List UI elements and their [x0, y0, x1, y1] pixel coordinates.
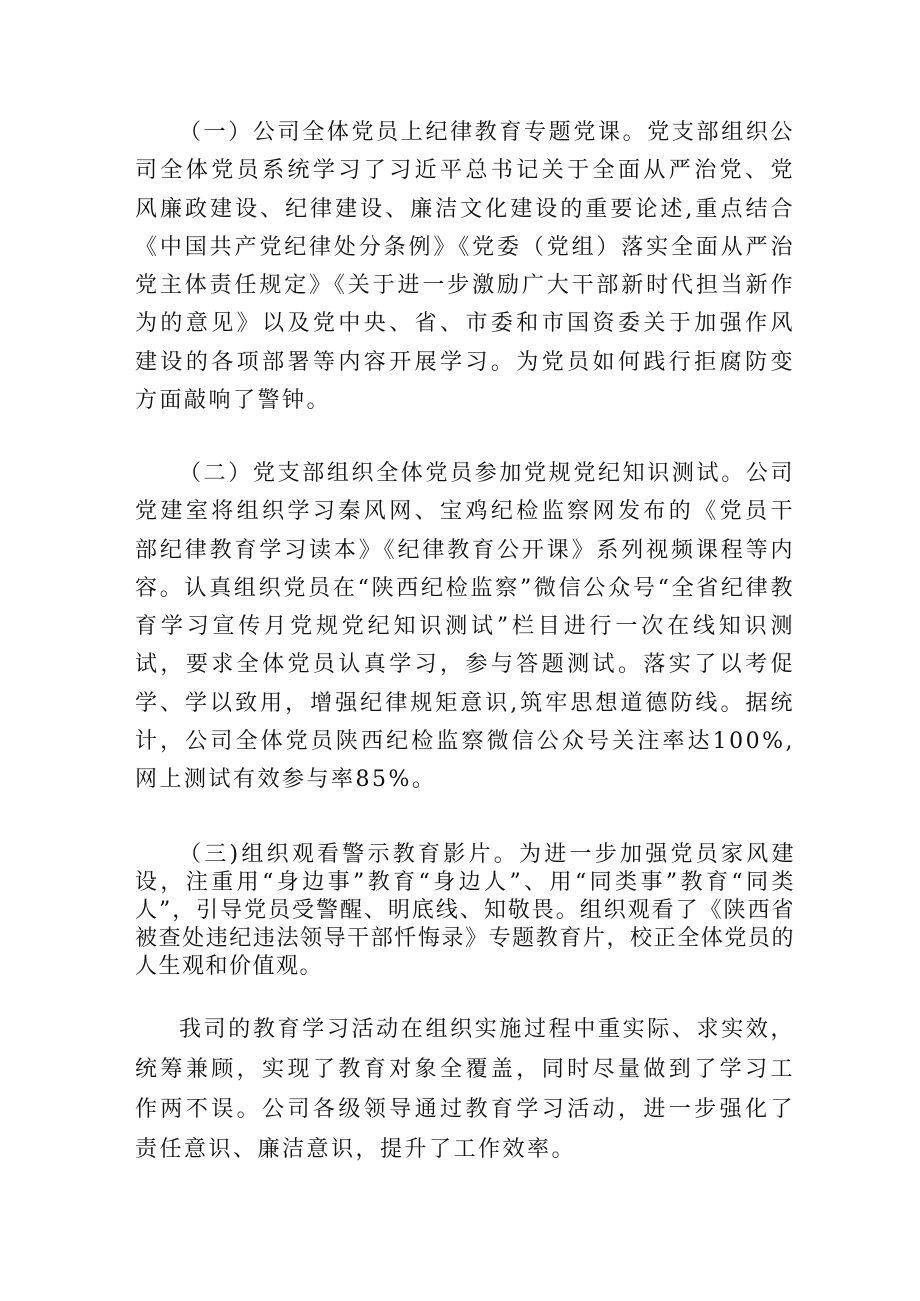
paragraph-summary: 我司的教育学习活动在组织实施过程中重实际、求实效，统筹兼顾，实现了教育对象全覆盖，同时尽量做到了学习工作两不误。公司各级领导通过教育学习活动，进一步强化了责任意识、廉洁意识，提升了工作效率。	[135, 1017, 795, 1162]
paragraph-warning-film: （三)组织观看警示教育影片。为进一步加强党员家风建设，注重用“身边事”教育“身边人”、用“同类事”教育“同类人”，引导党员受警醒、明底线、知敬畏。组织观看了《陕西省被查处违纪违法领导干部忏悔录》专题教育片，校正全体党员的人生观和价值观。	[135, 842, 795, 979]
paragraph-knowledge-test: （二）党支部组织全体党员参加党规党纪知识测试。公司党建室将组织学习秦风网、宝鸡纪检监察网发布的《党员干部纪律教育学习读本》《纪律教育公开课》系列视频课程等内容。认真组织党员在“陕西纪检监察”微信公众号“全省纪律教育学习宣传月党规党纪知识测试”栏目进行一次在线知识测试，要求全体党员认真学习，参与答题测试。落实了以考促学、学以致用，增强纪律规矩意识,筑牢思想道德防线。据统计，公司全体党员陕西纪检监察微信公众号关注率达100%,网上测试有效参与率85%。	[135, 461, 795, 793]
paragraph-party-lesson: （一）公司全体党员上纪律教育专题党课。党支部组织公司全体党员系统学习了习近平总书记关于全面从严治党、党风廉政建设、纪律建设、廉洁文化建设的重要论述,重点结合《中国共产党纪律处分条例》《党委（党组）落实全面从严治党主体责任规定》《关于进一步激励广大干部新时代担当新作为的意见》以及党中央、省、市委和市国资委关于加强作风建设的各项部署等内容开展学习。为党员如何践行拒腐防变方面敲响了警钟。	[135, 120, 795, 414]
